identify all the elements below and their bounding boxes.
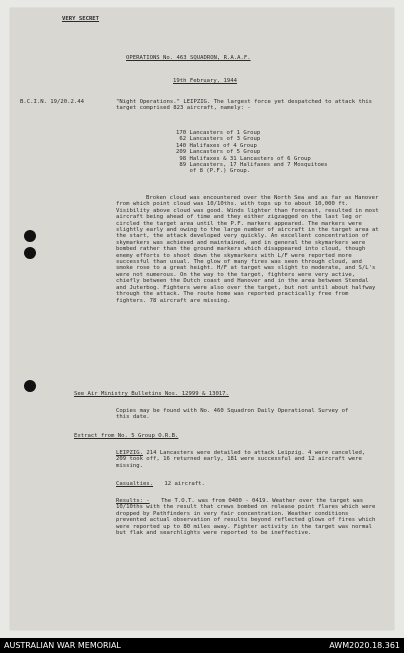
force-list-item: 62 Lancasters of 3 Group — [176, 136, 261, 143]
extract-heading: Extract from No. 5 Group O.R.B. — [74, 433, 179, 439]
bulletin-heading: See Air Ministry Bulletins Nos. 12999 & 13017. — [74, 391, 229, 397]
document-page — [10, 8, 394, 630]
casualties-label: Casualties. — [116, 481, 154, 487]
force-list-item: of 8 (P.F.) Group. — [176, 168, 251, 175]
reference-number: B.C.I.N. 19/20.2.44 — [20, 99, 84, 105]
results-paragraph — [116, 498, 378, 536]
punch-hole — [24, 380, 36, 392]
force-list-item: 98 Halifaxes & 31 Lancasters of 6 Group — [176, 155, 311, 162]
document-date: 19th February, 1944 — [173, 78, 237, 84]
classification-mark: VERY SECRET — [62, 16, 100, 22]
footer-bar — [0, 638, 404, 653]
force-list-item: 89 Lancasters, 17 Halifaxes and 7 Mosquitoes — [176, 162, 328, 169]
results-text: The T.O.T. was from 0400 - 0419. Weather over the target was 10/10ths with the result that crews bombed on release point flares which were dropped by Pathfinders in very fair concentration. Weather conditions prevented actual observation of results beyond reflected glows of fires which were reported up to 80 miles away. Fighter activity in the target was normal but flak and searchlights were reported to be ineffective. — [116, 498, 376, 537]
casualties-value: 12 aircraft. — [164, 481, 205, 487]
footer-accession-number: AWM2020.18.361 — [329, 641, 400, 650]
narrative-paragraph: Broken cloud was encountered over the North Sea and as far as Hanover from which point cloud was 10/10ths. with tops up to about 10,000 ft. Visibility above cloud was good. Winds lighter than forecast, resulted in most aircraft being ahead of time and they either zigzagged on the last leg or circled the target area until the P.F. markers appeared. The markers were slightly early and owing to the large number of aircraft in the target area at the start, the attack developed very quickly. An excellent concentration of skymarkers was achieved and maintained, and in general the skymarkers were bombed rather than the ground markers which disappeared into cloud, though enemy efforts to shoot down the skymarkers with L/F were reported more successful than usual. The glow of many fires was seen through cloud, and smoke rose to a great height. H/F at target was slight to moderate, and S/L's were not numerous. On the way to the target, fighters were very active, chiefly between the Dutch coast and Hanover and in the area between Stendal and Juterbog. Fighters were also over the target, but not until about halfway through the attack. The route home was reported practically free from fighters. 78 aircraft are missing. — [116, 195, 379, 304]
casualties-line — [116, 481, 205, 487]
results-label: Results: - — [116, 498, 150, 504]
force-list-item: 170 Lancasters of 1 Group — [176, 130, 261, 136]
extract-place: LEIPZIG. — [116, 450, 143, 456]
extract-paragraph — [116, 450, 366, 469]
punch-hole — [24, 247, 36, 259]
footer-credit: AUSTRALIAN WAR MEMORIAL — [4, 641, 121, 650]
force-list-item: 209 Lancasters of 5 Group — [176, 149, 261, 156]
intro-paragraph: "Night Operations." LEIPZIG. The largest force yet despatched to attack this target comprised 823 aircraft, namely: - — [116, 99, 372, 112]
force-list-item: 140 Halifaxes of 4 Group — [176, 142, 257, 149]
bulletin-note: Copies may be found with No. 460 Squadron Daily Operational Survey of this date. — [116, 408, 349, 421]
extract-text: 214 Lancasters were detailed to attack Leipzig. 4 were cancelled, 209 took off, 16 returned early, 181 were successful and 12 aircraft were missing. — [116, 450, 366, 469]
punch-hole — [24, 230, 36, 242]
force-list — [176, 130, 328, 175]
document-heading: OPERATIONS No. 463 SQUADRON, R.A.A.F. — [126, 55, 251, 61]
